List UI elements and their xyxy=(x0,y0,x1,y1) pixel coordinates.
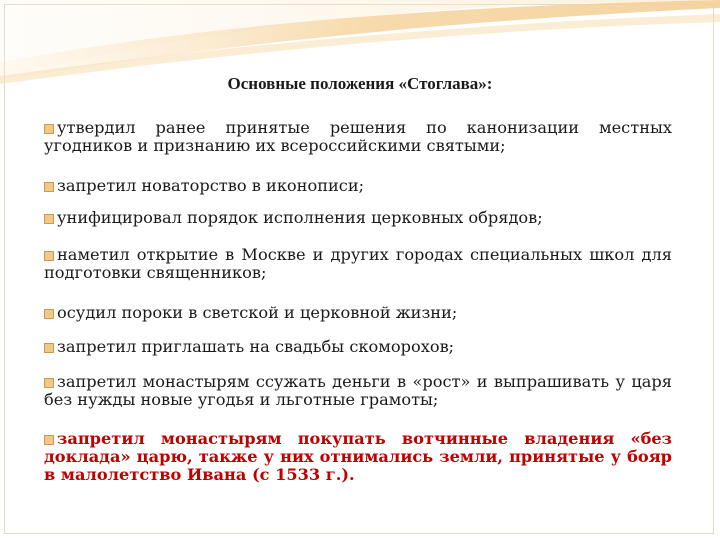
list-item-text: наметил открытие в Москве и других городах специальных школ для подготовки священников; xyxy=(44,245,672,282)
checkbox-bullet-icon xyxy=(44,182,54,192)
list-item-text: запретил приглашать на свадьбы скоморохов; xyxy=(57,337,455,356)
list-item-text: запретил новаторство в иконописи; xyxy=(57,176,365,195)
list-item xyxy=(44,177,672,195)
list-item-text: осудил пороки в светской и церковной жизни; xyxy=(57,303,458,322)
checkbox-bullet-icon xyxy=(44,214,54,224)
list-item xyxy=(44,246,672,282)
list-item-text: запретил монастырям ссужать деньги в «рост» и выпрашивать у царя без нужды новые угодья и льготные грамоты; xyxy=(44,372,672,409)
list-item xyxy=(44,373,672,409)
checkbox-bullet-icon xyxy=(44,309,54,319)
checkbox-bullet-icon xyxy=(44,435,54,445)
list-item xyxy=(44,209,672,227)
list-item-text: утвердил ранее принятые решения по канонизации местных угодников и признанию их всероссийскими святыми; xyxy=(44,118,672,155)
list-item-highlighted xyxy=(44,430,672,484)
list-item xyxy=(44,119,672,155)
list-item-text: унифицировал порядок исполнения церковных обрядов; xyxy=(57,208,543,227)
list-item xyxy=(44,304,672,322)
checkbox-bullet-icon xyxy=(44,343,54,353)
list-item xyxy=(44,338,672,356)
checkbox-bullet-icon xyxy=(44,378,54,388)
checkbox-bullet-icon xyxy=(44,124,54,134)
checkbox-bullet-icon xyxy=(44,251,54,261)
slide-title: Основные положения «Стоглава»: xyxy=(227,74,493,93)
list-item-text: запретил монастырям покупать вотчинные владения «без доклада» царю, также у них отнимались земли, принятые у бояр в малолетство Ивана (с 1533 г.). xyxy=(44,429,672,484)
